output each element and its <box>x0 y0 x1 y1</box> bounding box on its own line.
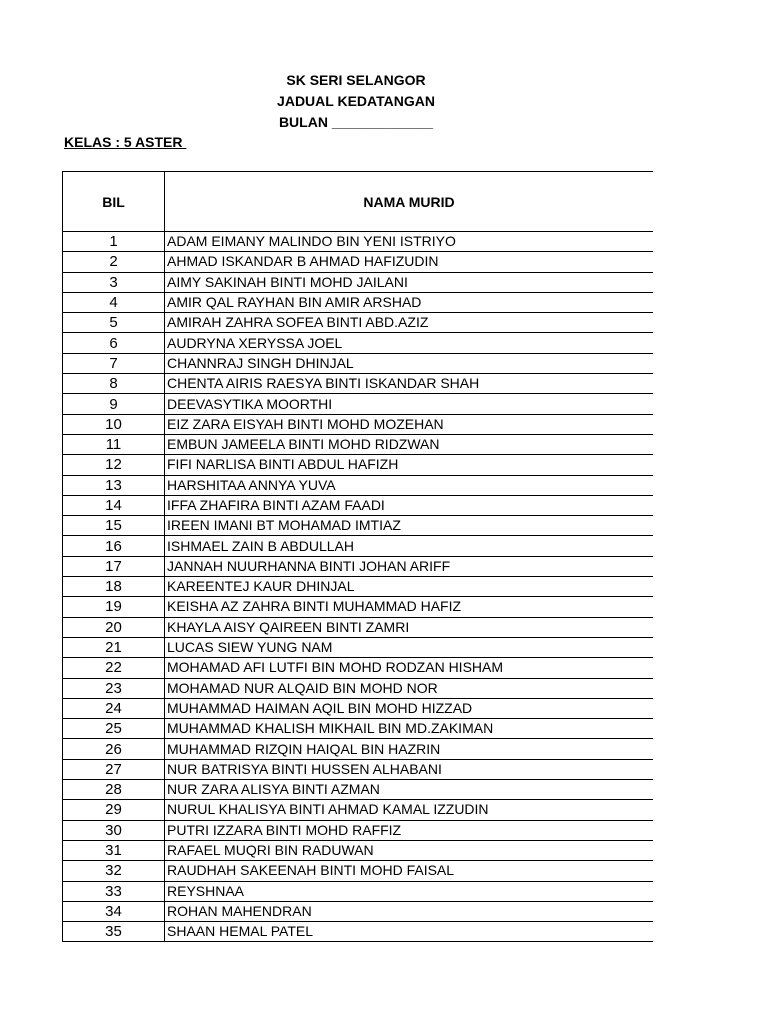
table-row <box>63 516 654 536</box>
table-row <box>63 414 654 434</box>
table-row <box>63 820 654 840</box>
student-name: AHMAD ISKANDAR B AHMAD HAFIZUDIN <box>165 252 654 272</box>
table-row <box>63 232 654 252</box>
row-number: 31 <box>63 840 165 860</box>
table-row <box>63 800 654 820</box>
student-name: ROHAN MAHENDRAN <box>165 901 654 921</box>
month-line: BULAN _____________ <box>278 114 434 130</box>
table-row <box>63 313 654 333</box>
row-number: 5 <box>63 313 165 333</box>
student-name: REYSHNAA <box>165 881 654 901</box>
row-number: 24 <box>63 698 165 718</box>
table-row <box>63 333 654 353</box>
table-header-row <box>63 172 654 232</box>
student-name: CHENTA AIRIS RAESYA BINTI ISKANDAR SHAH <box>165 374 654 394</box>
student-name: LUCAS SIEW YUNG NAM <box>165 637 654 657</box>
column-header-name: NAMA MURID <box>165 172 654 232</box>
student-name: AIMY SAKINAH BINTI MOHD JAILANI <box>165 272 654 292</box>
table-row <box>63 678 654 698</box>
student-name: IFFA ZHAFIRA BINTI AZAM FAADI <box>165 495 654 515</box>
row-number: 9 <box>63 394 165 414</box>
row-number: 15 <box>63 516 165 536</box>
student-name: AMIRAH ZAHRA SOFEA BINTI ABD.AZIZ <box>165 313 654 333</box>
table-row <box>63 881 654 901</box>
row-number: 13 <box>63 475 165 495</box>
table-row <box>63 556 654 576</box>
table-row <box>63 719 654 739</box>
table-row <box>63 922 654 942</box>
table-row <box>63 597 654 617</box>
student-name: HARSHITAA ANNYA YUVA <box>165 475 654 495</box>
table-row <box>63 901 654 921</box>
row-number: 29 <box>63 800 165 820</box>
class-label: KELAS : 5 ASTER <box>64 134 187 150</box>
student-name: KHAYLA AISY QAIREEN BINTI ZAMRI <box>165 617 654 637</box>
row-number: 4 <box>63 292 165 312</box>
row-number: 35 <box>63 922 165 942</box>
table-body <box>63 232 654 942</box>
table-row <box>63 536 654 556</box>
row-number: 18 <box>63 577 165 597</box>
row-number: 25 <box>63 719 165 739</box>
table-row <box>63 739 654 759</box>
row-number: 10 <box>63 414 165 434</box>
row-number: 33 <box>63 881 165 901</box>
row-number: 22 <box>63 658 165 678</box>
student-name: RAUDHAH SAKEENAH BINTI MOHD FAISAL <box>165 861 654 881</box>
school-name: SK SERI SELANGOR <box>286 72 426 88</box>
document-title: JADUAL KEDATANGAN <box>277 93 435 109</box>
table-row <box>63 252 654 272</box>
row-number: 3 <box>63 272 165 292</box>
table-row <box>63 637 654 657</box>
student-name: KEISHA AZ ZAHRA BINTI MUHAMMAD HAFIZ <box>165 597 654 617</box>
row-number: 21 <box>63 637 165 657</box>
student-name: JANNAH NUURHANNA BINTI JOHAN ARIFF <box>165 556 654 576</box>
table-row <box>63 780 654 800</box>
student-name: EMBUN JAMEELA BINTI MOHD RIDZWAN <box>165 434 654 454</box>
student-table <box>62 171 653 942</box>
row-number: 27 <box>63 759 165 779</box>
row-number: 32 <box>63 861 165 881</box>
table-row <box>63 434 654 454</box>
table-row <box>63 292 654 312</box>
row-number: 19 <box>63 597 165 617</box>
row-number: 34 <box>63 901 165 921</box>
table-row <box>63 617 654 637</box>
table-row <box>63 353 654 373</box>
student-name: NURUL KHALISYA BINTI AHMAD KAMAL IZZUDIN <box>165 800 654 820</box>
row-number: 8 <box>63 374 165 394</box>
student-name: FIFI NARLISA BINTI ABDUL HAFIZH <box>165 455 654 475</box>
student-name: MUHAMMAD HAIMAN AQIL BIN MOHD HIZZAD <box>165 698 654 718</box>
table-row <box>63 272 654 292</box>
student-name: MUHAMMAD RIZQIN HAIQAL BIN HAZRIN <box>165 739 654 759</box>
table-row <box>63 394 654 414</box>
row-number: 1 <box>63 232 165 252</box>
row-number: 28 <box>63 780 165 800</box>
row-number: 7 <box>63 353 165 373</box>
student-name: AMIR QAL RAYHAN BIN AMIR ARSHAD <box>165 292 654 312</box>
row-number: 14 <box>63 495 165 515</box>
row-number: 12 <box>63 455 165 475</box>
student-name: MUHAMMAD KHALISH MIKHAIL BIN MD.ZAKIMAN <box>165 719 654 739</box>
table-row <box>63 698 654 718</box>
student-name: NUR ZARA ALISYA BINTI AZMAN <box>165 780 654 800</box>
table-row <box>63 577 654 597</box>
table-row <box>63 455 654 475</box>
student-name: KAREENTEJ KAUR DHINJAL <box>165 577 654 597</box>
student-name: ADAM EIMANY MALINDO BIN YENI ISTRIYO <box>165 232 654 252</box>
student-name: IREEN IMANI BT MOHAMAD IMTIAZ <box>165 516 654 536</box>
student-name: SHAAN HEMAL PATEL <box>165 922 654 942</box>
student-name: RAFAEL MUQRI BIN RADUWAN <box>165 840 654 860</box>
row-number: 16 <box>63 536 165 556</box>
row-number: 11 <box>63 434 165 454</box>
row-number: 30 <box>63 820 165 840</box>
row-number: 23 <box>63 678 165 698</box>
table-row <box>63 861 654 881</box>
student-name: PUTRI IZZARA BINTI MOHD RAFFIZ <box>165 820 654 840</box>
student-name: MOHAMAD NUR ALQAID BIN MOHD NOR <box>165 678 654 698</box>
table-row <box>63 475 654 495</box>
student-name: ISHMAEL ZAIN B ABDULLAH <box>165 536 654 556</box>
row-number: 6 <box>63 333 165 353</box>
row-number: 20 <box>63 617 165 637</box>
student-name: AUDRYNA XERYSSA JOEL <box>165 333 654 353</box>
student-name: EIZ ZARA EISYAH BINTI MOHD MOZEHAN <box>165 414 654 434</box>
table-row <box>63 759 654 779</box>
table-row <box>63 658 654 678</box>
student-name: MOHAMAD AFI LUTFI BIN MOHD RODZAN HISHAM <box>165 658 654 678</box>
student-name: CHANNRAJ SINGH DHINJAL <box>165 353 654 373</box>
row-number: 26 <box>63 739 165 759</box>
table-row <box>63 495 654 515</box>
table-row <box>63 374 654 394</box>
student-name: DEEVASYTIKA MOORTHI <box>165 394 654 414</box>
table-row <box>63 840 654 860</box>
column-header-bil: BIL <box>63 172 165 232</box>
row-number: 2 <box>63 252 165 272</box>
student-name: NUR BATRISYA BINTI HUSSEN ALHABANI <box>165 759 654 779</box>
row-number: 17 <box>63 556 165 576</box>
